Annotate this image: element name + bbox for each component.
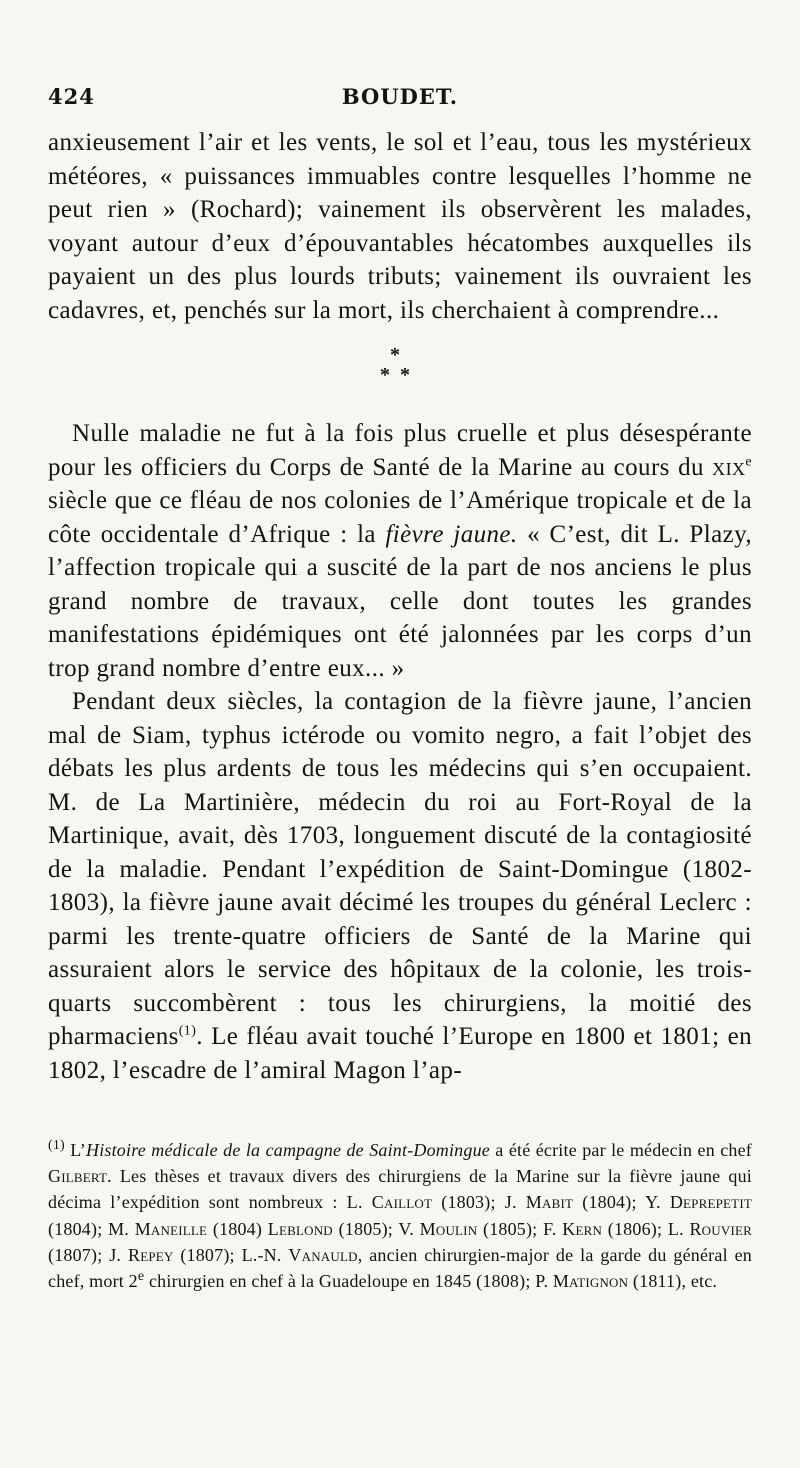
footnote-1 xyxy=(48,1137,752,1294)
author-mabit: Mabit xyxy=(525,1192,574,1213)
author-leblond: Leblond xyxy=(267,1218,333,1239)
main-text xyxy=(48,126,752,1087)
footnote-text: a été écrite par le médecin en chef xyxy=(489,1140,752,1160)
paragraph-2 xyxy=(48,417,752,685)
footnote-text: (1804) xyxy=(207,1218,268,1239)
ordinal-suffix: e xyxy=(137,1269,145,1285)
footnote-text: chirurgien en chef à la Guadeloupe en 1845 (1808); P. xyxy=(144,1271,553,1292)
page-header xyxy=(48,84,752,114)
author-matignon: Matignon xyxy=(552,1271,629,1292)
footnote-text: (1811), etc. xyxy=(628,1271,718,1292)
footnote-text: . Les thèses et travaux divers des chirurgiens de la Marine sur la fièvre jaune qui décima l’expédition sont nombreux : L. xyxy=(48,1166,752,1213)
asterism-star-right: * xyxy=(400,364,411,386)
footnote-reference: (1) xyxy=(178,1023,197,1039)
asterism-star-top: * xyxy=(390,344,401,366)
footnote-title: Histoire médicale de la campagne de Saint-Domingue xyxy=(86,1140,490,1160)
paragraph-3 xyxy=(48,685,752,1087)
author-deprepetit: Deprepetit xyxy=(669,1192,752,1213)
author-maneille: Maneille xyxy=(134,1218,208,1239)
asterism-star-left: * xyxy=(380,364,391,386)
author-repey: Repey xyxy=(127,1244,174,1265)
running-head: BOUDET. xyxy=(341,84,459,109)
footnote-marker: (1) xyxy=(48,1138,65,1153)
century-numeral: xix xyxy=(712,453,746,481)
footnote-text: (1804); Y. xyxy=(573,1192,670,1213)
paragraph-2-part-1: Nulle maladie ne fut à la fois plus cruelle et plus désespérante pour les officiers du Corps de Santé de la Marine au cours du xyxy=(48,420,752,481)
paragraph-1: anxieusement l’air et les vents, le sol et l’eau, tous les mystérieux météores, « puissances immuables contre lesquelles l’homme ne peut rien » (Rochard); vainement ils observèrent les malades, voyant autour d’eux d’épouvantables hécatombes auxquelles ils payaient un des plus lourds tributs; vainement ils ouvraient les cadavres, et, penchés sur la mort, ils cherchaient à comprendre... xyxy=(48,129,752,324)
paragraph-2-part-3: « C’est, dit L. Plazy, l’affection tropicale qui a suscité de la part de nos anciens le plus grand nombre de travaux, celle dont toutes les grandes manifestations épidémiques ont été jalonnées par les corps d’un trop grand nombre d’entre eux... » xyxy=(48,520,752,682)
paragraph-3-text: Pendant deux siècles, la contagion de la fièvre jaune, l’ancien mal de Siam, typhus ictérode ou vomito negro, a fait l’objet des débats les plus ardents de tous les médecins qui s’en occupaient. M. de La Martinière, médecin du roi au Fort-Royal de la Martinique, avait, dès 1703, longuement discuté de la contagiosité de la maladie. Pendant l’expédition de Saint-Domingue (1802-1803), la fièvre jaune avait décimé les troupes du général Leclerc : parmi les trente-quatre officiers de Santé de la Marine qui assuraient alors le service des hôpitaux de la colonie, les trois-quarts succombèrent : tous les chirurgiens, la moitié des pharmaciens xyxy=(48,688,752,1050)
footnote-text: (1804); M. xyxy=(48,1218,135,1239)
author-gilbert: Gilbert xyxy=(48,1166,108,1187)
century-suffix: e xyxy=(745,454,752,470)
footnote-text: (1805); V. xyxy=(332,1218,420,1239)
footnote-text: (1807); J. xyxy=(48,1244,128,1265)
author-kern: Kern xyxy=(562,1218,603,1239)
author-moulin: Moulin xyxy=(419,1218,478,1239)
footnote-block xyxy=(48,1137,752,1294)
footnote-text: (1807); L.-N. xyxy=(173,1244,289,1265)
author-rouvier: Rouvier xyxy=(689,1218,752,1239)
asterism-separator xyxy=(48,327,752,417)
footnote-text: (1805); F. xyxy=(477,1218,563,1239)
page-number: 424 xyxy=(48,84,95,109)
paragraph-3-end: . Le fléau avait touché l’Europe en 1800 et 1801; en 1802, l’escadre de l’amiral Magon l’ap- xyxy=(48,1023,752,1084)
footnote-text: , ancien chirurgien-major de la garde du général en chef, mort 2 xyxy=(48,1244,752,1292)
footnote-text: (1806); L. xyxy=(602,1218,690,1239)
footnote-text: (1803); J. xyxy=(432,1192,526,1213)
footnote-lead: L’ xyxy=(64,1140,86,1160)
author-vanauld: Vanauld xyxy=(288,1244,358,1265)
fievre-jaune-italic: fièvre jaune. xyxy=(385,520,518,548)
author-caillot: Caillot xyxy=(371,1192,433,1213)
paragraph-2-part-2: siècle que ce fléau de nos colonies de l’Amérique tropicale et de la côte occidentale d’Afrique : la xyxy=(48,487,752,548)
